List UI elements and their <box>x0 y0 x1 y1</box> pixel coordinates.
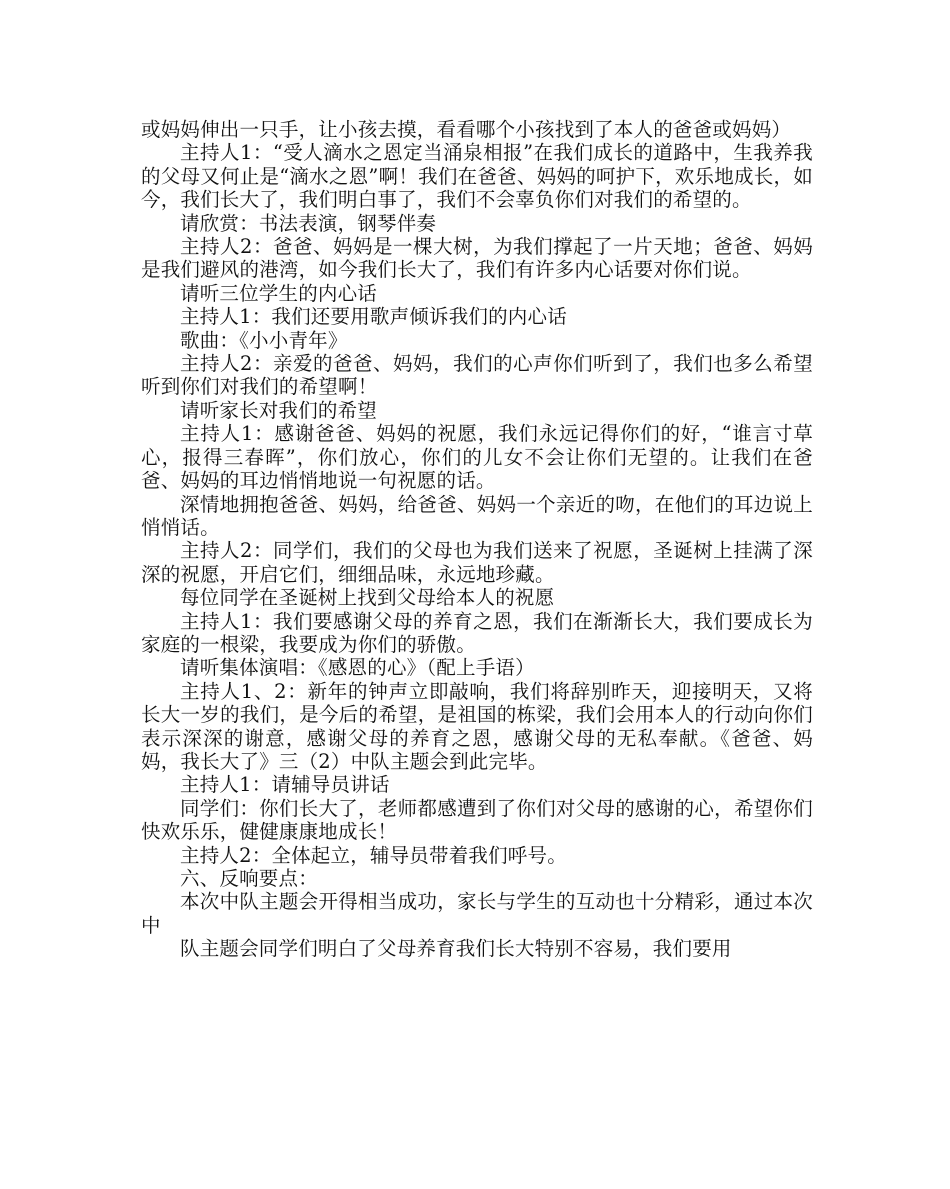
paragraph: 主持人1：感谢爸爸、妈妈的祝愿，我们永远记得你们的好，“谁言寸草心，报得三春晖”，你们放心，你们的儿女不会让你们无望的。让我们在爸爸、妈妈的耳边悄悄地说一句祝愿的话。 <box>141 422 813 493</box>
paragraph: 主持人2：爸爸、妈妈是一棵大树，为我们撑起了一片天地；爸爸、妈妈是我们避风的港湾，如今我们长大了，我们有许多内心话要对你们说。 <box>141 235 813 282</box>
paragraph: 请听集体演唱：《感恩的心》（配上手语） <box>180 656 535 680</box>
paragraph: 主持人1：请辅导员讲话 <box>180 773 390 797</box>
document-body <box>141 118 813 961</box>
paragraph: 主持人1：我们要感谢父母的养育之恩，我们在渐渐长大，我们要成长为家庭的一根梁，我要成为你们的骄傲。 <box>141 609 813 656</box>
paragraph: 本次中队主题会开得相当成功，家长与学生的互动也十分精彩，通过本次中 <box>141 890 813 937</box>
paragraph: 深情地拥抱爸爸、妈妈，给爸爸、妈妈一个亲近的吻，在他们的耳边说上悄悄话。 <box>141 492 813 539</box>
paragraph: 主持人2：全体起立，辅导员带着我们呼号。 <box>180 843 567 867</box>
paragraph: 主持人2：同学们，我们的父母也为我们送来了祝愿，圣诞树上挂满了深深的祝愿，开启它们，细细品味，永远地珍藏。 <box>141 539 813 586</box>
paragraph: 或妈妈伸出一只手，让小孩去摸，看看哪个小孩找到了本人的爸爸或妈妈） <box>141 118 792 141</box>
paragraph: 歌曲：《小小青年》 <box>180 328 348 352</box>
paragraph: 请欣赏：书法表演，钢琴伴奏 <box>180 211 437 235</box>
paragraph: 队主题会同学们明白了父母养育我们长大特别不容易，我们要用 <box>180 937 732 961</box>
paragraph: 主持人1：我们还要用歌声倾诉我们的内心话 <box>180 305 567 329</box>
paragraph: 请听家长对我们的希望 <box>180 398 378 422</box>
paragraph: 主持人1：“受人滴水之恩定当涌泉相报”在我们成长的道路中，生我养我的父母又何止是“滴水之恩”啊！我们在爸爸、妈妈的呵护下，欢乐地成长，如今，我们长大了，我们明白事了，我们不会辜负你们对我们的希望的。 <box>141 141 813 212</box>
paragraph: 同学们：你们长大了，老师都感遭到了你们对父母的感谢的心，希望你们快欢乐乐，健健康康地成长！ <box>141 796 813 844</box>
paragraph: 主持人1、2：新年的钟声立即敲响，我们将辞别昨天，迎接明天，又将长大一岁的我们，是今后的希望，是祖国的栋梁，我们会用本人的行动向你们表示深深的谢意，感谢父母的养育之恩，感谢父母的无私奉献。《爸爸、妈妈，我长大了》三（2）中队主题会到此完毕。 <box>141 679 813 773</box>
paragraph: 主持人2：亲爱的爸爸、妈妈，我们的心声你们听到了，我们也多么希望听到你们对我们的希望啊！ <box>141 352 813 399</box>
paragraph: 每位同学在圣诞树上找到父母给本人的祝愿 <box>180 586 555 610</box>
paragraph: 请听三位学生的内心话 <box>180 281 378 305</box>
paragraph: 六、反响要点： <box>180 867 318 890</box>
